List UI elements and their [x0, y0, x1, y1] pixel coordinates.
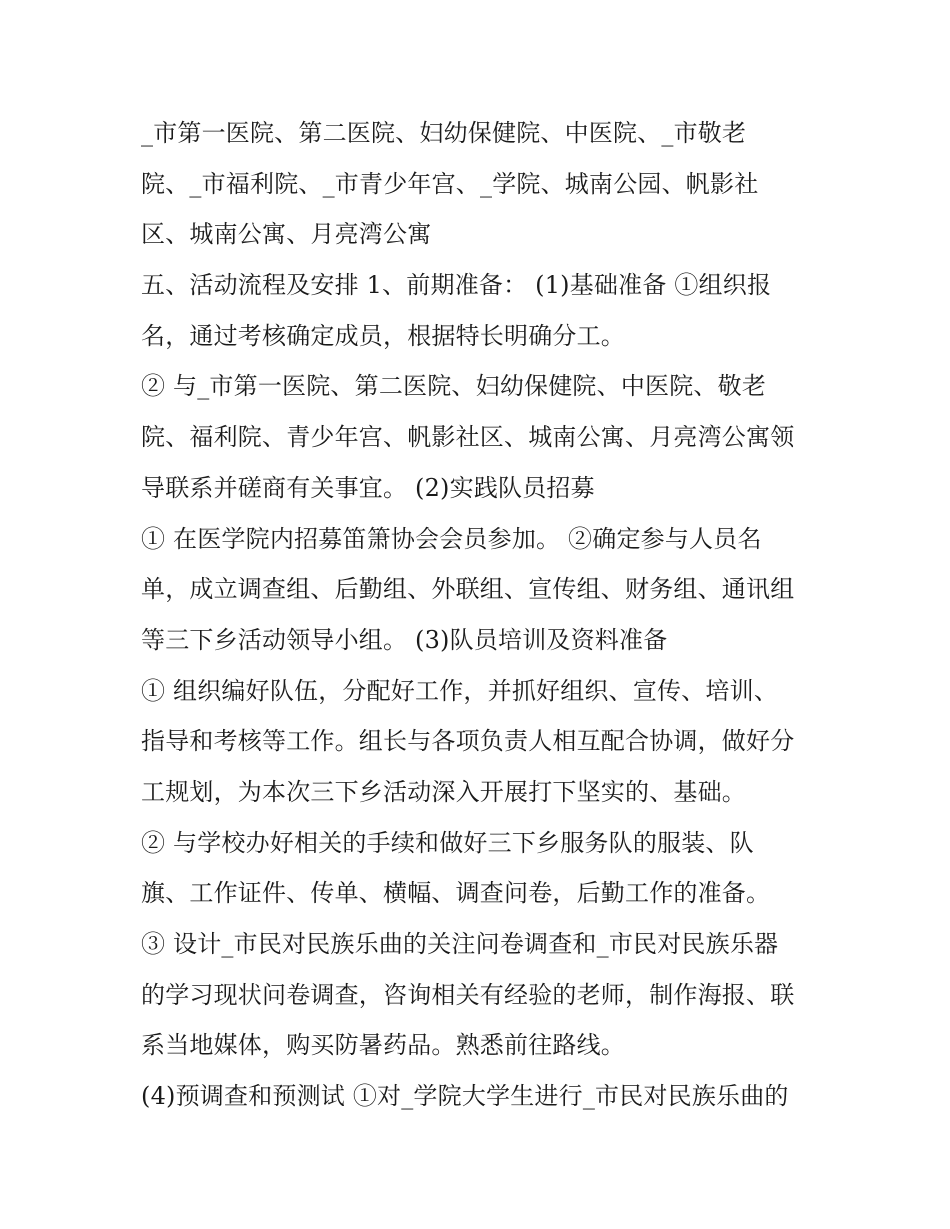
text-line: ① 在医学院内招募笛箫协会会员参加。 ②确定参与人员名	[141, 524, 762, 553]
text-line: 旗、工作证件、传单、横幅、调查问卷，后勤工作的准备。	[141, 879, 771, 908]
text-line: 指导和考核等工作。组长与各项负责人相互配合协调，做好分	[141, 727, 795, 756]
document-body	[141, 108, 821, 1122]
text-line: 导联系并磋商有关事宜。 (2)实践队员招募	[141, 473, 595, 502]
text-line: ② 与学校办好相关的手续和做好三下乡服务队的服装、队	[141, 828, 754, 857]
text-line: ③ 设计_市民对民族乐曲的关注问卷调查和_市民对民族乐器	[141, 930, 779, 958]
text-line: 院、福利院、青少年宫、帆影社区、城南公寓、月亮湾公寓领	[141, 423, 795, 452]
text-line: 名，通过考核确定成员，根据特长明确分工。	[141, 321, 625, 350]
text-line: 的学习现状问卷调查，咨询相关有经验的老师，制作海报、联	[141, 980, 795, 1009]
text-line: 单，成立调查组、后勤组、外联组、宣传组、财务组、通讯组	[141, 575, 795, 604]
text-line: _市第一医院、第二医院、妇幼保健院、中医院、_市敬老	[141, 119, 747, 147]
text-line: 工规划，为本次三下乡活动深入开展打下坚实的、基础。	[141, 777, 746, 806]
text-line: (4)预调查和预测试 ①对_学院大学生进行_市民对民族乐曲的	[141, 1082, 789, 1111]
text-line: 系当地媒体，购买防暑药品。熟悉前往路线。	[141, 1031, 625, 1060]
text-line: ① 组织编好队伍，分配好工作，并抓好组织、宣传、培训、	[141, 676, 779, 705]
text-line: 区、城南公寓、月亮湾公寓	[141, 220, 432, 249]
text-line: 五、活动流程及安排 1、前期准备： (1)基础准备 ①组织报	[141, 271, 772, 300]
text-line: 等三下乡活动领导小组。 (3)队员培训及资料准备	[141, 625, 668, 654]
text-line: 院、_市福利院、_市青少年宫、_学院、城南公园、帆影社	[141, 169, 759, 198]
text-line: ② 与_市第一医院、第二医院、妇幼保健院、中医院、敬老	[141, 372, 767, 401]
